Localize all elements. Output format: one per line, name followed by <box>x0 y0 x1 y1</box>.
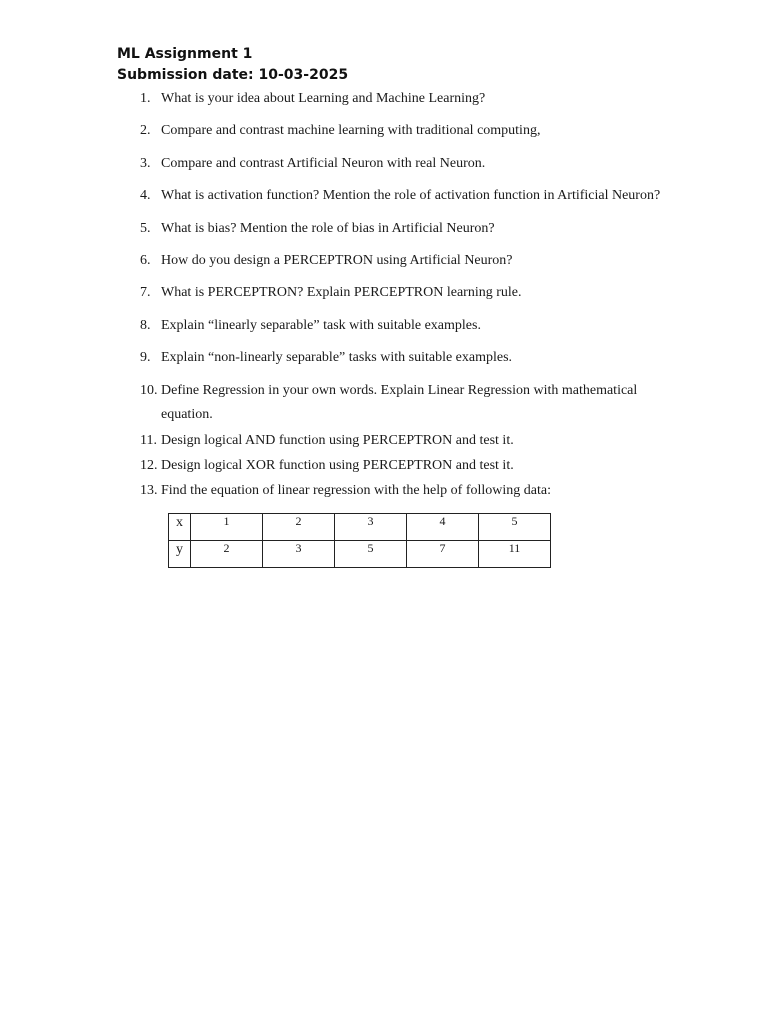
table-cell: 2 <box>191 541 263 568</box>
question-text-continuation: equation. <box>161 406 213 422</box>
table-cell: 11 <box>479 541 551 568</box>
question-item <box>140 346 660 370</box>
question-number: 6. <box>140 252 151 268</box>
question-item <box>140 454 660 478</box>
question-text: Define Regression in your own words. Explain Linear Regression with mathematical <box>161 382 638 398</box>
question-number: 3. <box>140 155 151 171</box>
question-number: 11. <box>140 432 157 448</box>
question-number: 9. <box>140 350 151 366</box>
assignment-title: ML Assignment 1 <box>117 46 253 62</box>
question-text: Compare and contrast machine learning with traditional computing, <box>161 123 541 139</box>
question-text: What is PERCEPTRON? Explain PERCEPTRON learning rule. <box>161 285 522 301</box>
question-text: Explain “linearly separable” task with suitable examples. <box>161 317 481 333</box>
table-cell: 1 <box>191 514 263 541</box>
question-text: Explain “non-linearly separable” tasks with suitable examples. <box>161 350 513 366</box>
submission-date: Submission date: 10-03-2025 <box>117 67 349 83</box>
question-number: 12. <box>140 457 158 473</box>
question-number: 8. <box>140 317 151 333</box>
table-cell: 5 <box>335 541 407 568</box>
question-text: Design logical XOR function using PERCEPTRON and test it. <box>161 457 514 473</box>
table-row-label: x <box>169 514 191 541</box>
table-cell: 2 <box>263 514 335 541</box>
table-row-x <box>169 514 551 541</box>
question-text: How do you design a PERCEPTRON using Artificial Neuron? <box>161 252 513 268</box>
question-number: 10. <box>140 382 158 398</box>
question-text: What is your idea about Learning and Machine Learning? <box>161 91 486 106</box>
question-text: Compare and contrast Artificial Neuron with real Neuron. <box>161 155 486 171</box>
table-cell: 7 <box>407 541 479 568</box>
question-list <box>140 87 660 503</box>
question-item <box>140 152 660 176</box>
question-number: 2. <box>140 123 151 139</box>
table-cell: 5 <box>479 514 551 541</box>
question-number: 1. <box>140 91 151 106</box>
question-text: What is bias? Mention the role of bias in Artificial Neuron? <box>161 220 495 236</box>
question-item <box>140 119 660 143</box>
table-row-label: y <box>169 541 191 568</box>
question-item <box>140 429 660 453</box>
question-text: Find the equation of linear regression with the help of following data: <box>161 482 551 498</box>
question-item <box>140 314 660 338</box>
question-number: 5. <box>140 220 151 236</box>
table-cell: 4 <box>407 514 479 541</box>
question-item <box>140 249 660 273</box>
question-text: What is activation function? Mention the role of activation function in Artificial Neuron? <box>161 188 661 204</box>
question-item <box>140 479 660 503</box>
table-row-y <box>169 541 551 568</box>
table-cell: 3 <box>335 514 407 541</box>
question-item <box>140 281 660 305</box>
question-item <box>140 379 660 427</box>
question-text: Design logical AND function using PERCEPTRON and test it. <box>161 432 514 448</box>
question-number: 4. <box>140 188 151 204</box>
table-cell: 3 <box>263 541 335 568</box>
regression-data-table <box>168 513 551 568</box>
question-item <box>140 184 660 208</box>
question-item <box>140 87 660 111</box>
question-number: 7. <box>140 285 151 301</box>
question-item <box>140 217 660 241</box>
question-number: 13. <box>140 482 158 498</box>
document-header <box>117 44 348 86</box>
